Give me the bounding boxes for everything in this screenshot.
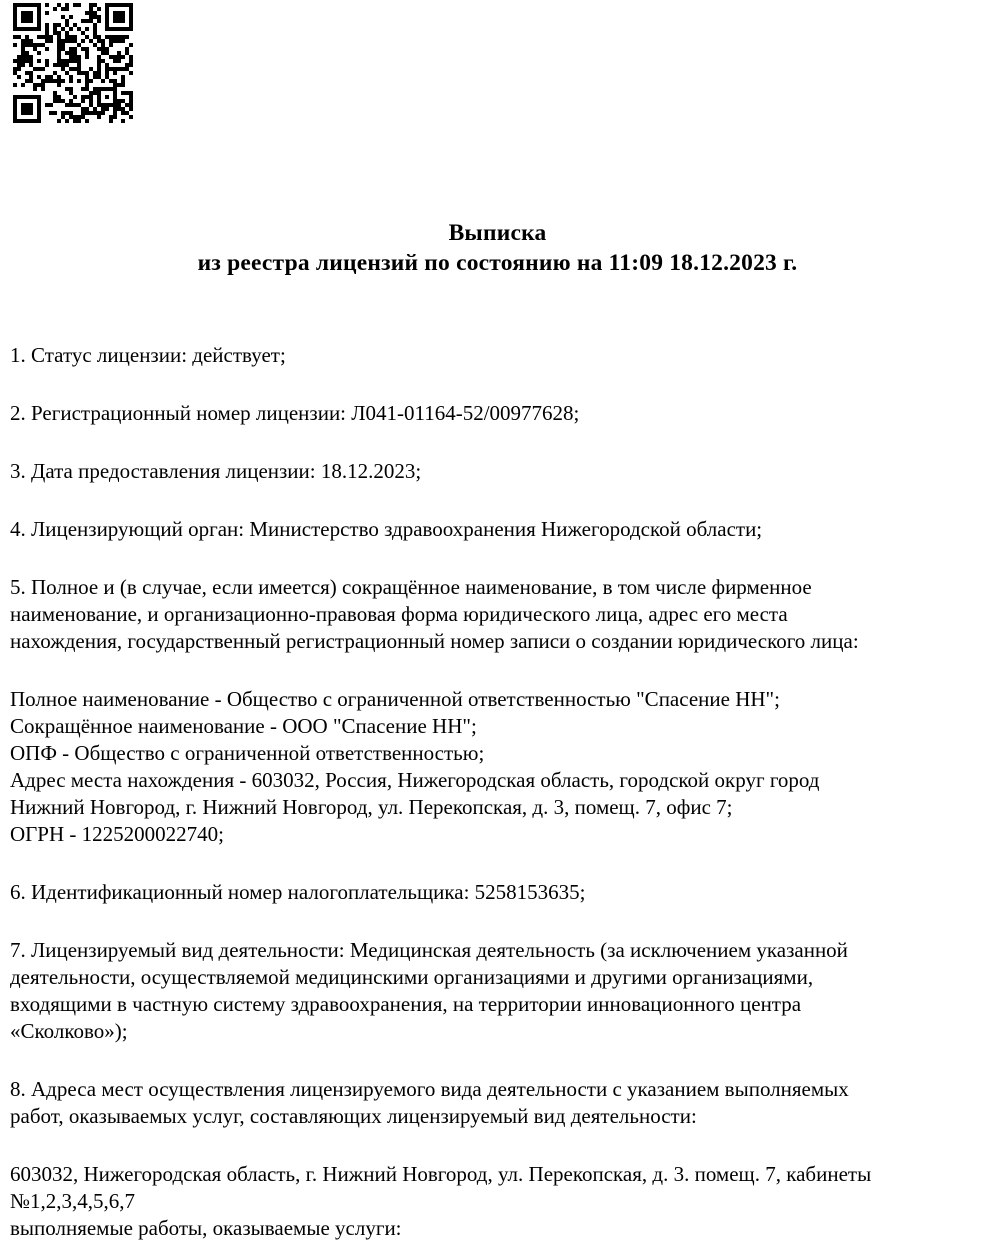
paragraph-line: №1,2,3,4,5,6,7 <box>10 1189 136 1213</box>
paragraph-line: 5. Полное и (в случае, если имеется) сокращённое наименование, в том числе фирменное <box>10 575 812 599</box>
paragraph-line: работ, оказываемых услуг, составляющих лицензируемый вид деятельности: <box>10 1104 697 1128</box>
paragraph-line: 3. Дата предоставления лицензии: 18.12.2023; <box>10 459 422 483</box>
paragraph-line: деятельности, осуществляемой медицинскими организациями и другими организациями, <box>10 965 814 989</box>
document-title <box>10 218 985 278</box>
paragraph <box>10 342 985 369</box>
paragraph-line: 1. Статус лицензии: действует; <box>10 343 286 367</box>
document-title-line1: Выписка <box>448 220 547 246</box>
paragraph-line: 4. Лицензирующий орган: Министерство здравоохранения Нижегородской области; <box>10 517 763 541</box>
paragraph <box>10 686 985 848</box>
paragraph-line: 6. Идентификационный номер налогоплательщика: 5258153635; <box>10 880 586 904</box>
paragraph-line: 603032, Нижегородская область, г. Нижний Новгород, ул. Перекопская, д. 3. помещ. 7, кабинеты <box>10 1162 872 1186</box>
qr-code-icon <box>13 3 133 123</box>
paragraph-line: 2. Регистрационный номер лицензии: Л041-01164-52/00977628; <box>10 401 580 425</box>
document-body <box>10 342 985 1242</box>
paragraph-line: входящими в частную систему здравоохранения, на территории инновационного центра <box>10 992 802 1016</box>
paragraph-line: ОПФ - Общество с ограниченной ответственностью; <box>10 741 485 765</box>
paragraph-line: «Сколково»); <box>10 1019 128 1043</box>
paragraph <box>10 458 985 485</box>
paragraph-line: выполняемые работы, оказываемые услуги: <box>10 1216 402 1240</box>
paragraph-line: Сокращённое наименование - ООО "Спасение НН"; <box>10 714 477 738</box>
document-title-line2: из реестра лицензий по состоянию на 11:09 18.12.2023 г. <box>197 250 798 276</box>
paragraph <box>10 1076 985 1130</box>
paragraph-line: Полное наименование - Общество с ограниченной ответственностью "Спасение НН"; <box>10 687 780 711</box>
paragraph <box>10 400 985 427</box>
paragraph <box>10 574 985 655</box>
paragraph-line: ОГРН - 1225200022740; <box>10 822 224 846</box>
paragraph-line: Нижний Новгород, г. Нижний Новгород, ул. Перекопская, д. 3, помещ. 7, офис 7; <box>10 795 733 819</box>
paragraph <box>10 1161 985 1242</box>
paragraph-line: 7. Лицензируемый вид деятельности: Медицинская деятельность (за исключением указанной <box>10 938 848 962</box>
paragraph <box>10 879 985 906</box>
paragraph-line: наименование, и организационно-правовая форма юридического лица, адрес его места <box>10 602 788 626</box>
paragraph-line: 8. Адреса мест осуществления лицензируемого вида деятельности с указанием выполняемых <box>10 1077 849 1101</box>
paragraph-line: Адрес места нахождения - 603032, Россия, Нижегородская область, городской округ город <box>10 768 820 792</box>
paragraph <box>10 937 985 1045</box>
paragraph <box>10 516 985 543</box>
paragraph-line: нахождения, государственный регистрационный номер записи о создании юридического лица: <box>10 629 859 653</box>
